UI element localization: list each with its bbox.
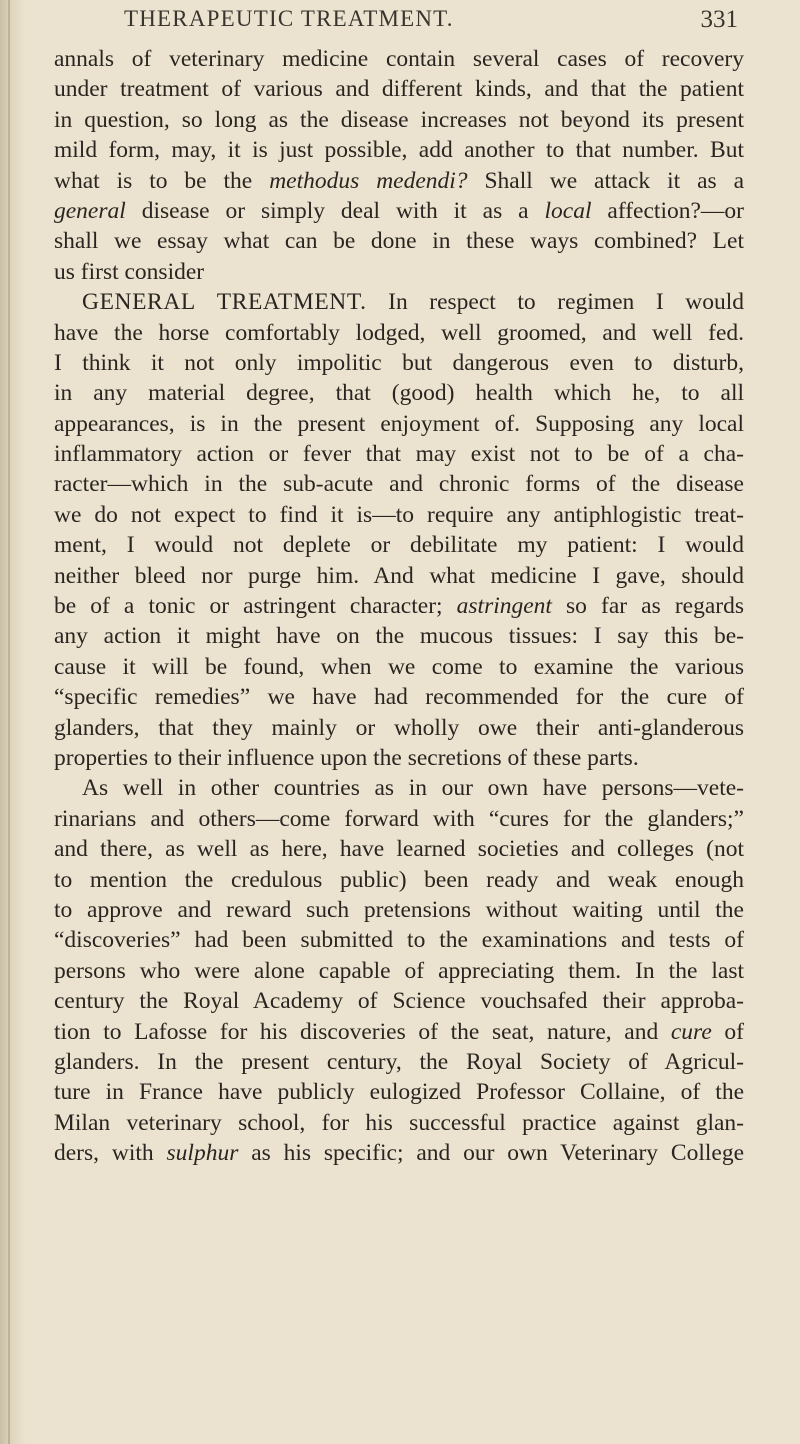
text-line (54, 166, 744, 196)
page-gutter (0, 0, 26, 1444)
text-line (54, 409, 744, 439)
text-segment: As well in other countries as in our own have persons—vete- (82, 775, 744, 802)
text-segment: shall we essay what can be done in these ways combined? Let (54, 228, 744, 255)
text-segment: properties to their influence upon the secretions of these parts. (54, 744, 639, 771)
text-segment: “specific remedies” we have had recommended for the cure of (54, 684, 744, 711)
text-line (54, 986, 744, 1016)
text-line (54, 439, 744, 469)
text-segment: appearances, is in the present enjoyment of. Supposing any local (54, 410, 744, 437)
text-line (54, 105, 744, 135)
text-line (54, 500, 744, 530)
text-segment: have the horse comfortably lodged, well groomed, and well fed. (54, 319, 744, 346)
text-segment: annals of veterinary medicine contain several cases of recovery (54, 46, 744, 72)
text-segment: Milan veterinary school, for his successful practice against glan- (54, 1109, 744, 1136)
text-line (54, 44, 744, 74)
text-segment: of (711, 1018, 744, 1045)
text-line (54, 621, 744, 651)
text-segment: affection?—or (591, 197, 744, 224)
text-segment: cause it will be found, when we come to examine the various (54, 653, 744, 680)
italic-text: general (54, 197, 126, 224)
text-line (54, 74, 744, 104)
text-segment: inflammatory action or fever that may exist not to be of a cha- (54, 441, 744, 468)
running-head: THERAPEUTIC TREATMENT. (124, 6, 454, 31)
text-segment: so far as regards (551, 593, 745, 620)
section-heading: GENERAL TREATMENT. (82, 289, 367, 316)
text-segment: I think it not only impolitic but dangerous even to disturb, (54, 349, 744, 376)
text-line (54, 318, 744, 348)
text-segment: century the Royal Academy of Science vouchsafed their approba- (54, 988, 744, 1015)
italic-text: astringent (456, 593, 552, 620)
text-segment: glanders. In the present century, the Royal Society of Agricul- (54, 1048, 744, 1075)
text-segment: ders, with (54, 1140, 167, 1167)
text-line (54, 1138, 744, 1168)
text-segment: to approve and reward such pretensions without waiting until the (54, 896, 744, 923)
text-line (54, 469, 744, 499)
text-segment: under treatment of various and different kinds, and that the patient (54, 76, 744, 103)
text-line (54, 895, 744, 925)
page-header (124, 6, 738, 40)
text-segment: to mention the credulous public) been ready and weak enough (54, 866, 744, 893)
text-line (54, 378, 744, 408)
text-line (54, 956, 744, 986)
text-line (54, 834, 744, 864)
text-line (54, 591, 744, 621)
text-line (54, 743, 744, 773)
text-segment: and there, as well as here, have learned societies and colleges (not (54, 836, 744, 863)
italic-text: methodus medendi? (269, 167, 468, 194)
italic-text: local (544, 197, 592, 224)
text-segment: mild form, may, it is just possible, add another to that number. But (54, 137, 744, 164)
text-line (54, 1047, 744, 1077)
text-line (54, 1077, 744, 1107)
text-segment: what is to be the (54, 167, 270, 194)
text-line (54, 1108, 744, 1138)
text-line (54, 865, 744, 895)
body-text (54, 44, 744, 1168)
gutter-line (8, 0, 10, 1444)
text-segment: rinarians and others—come forward with “cures for the glanders;” (54, 805, 744, 832)
text-line (54, 773, 744, 803)
text-segment: any action it might have on the mucous tissues: I say this be- (54, 623, 744, 650)
text-segment: in question, so long as the disease increases not beyond its present (54, 106, 744, 133)
text-line (54, 682, 744, 712)
text-line (54, 713, 744, 743)
text-segment: in any material degree, that (good) health which he, to all (54, 380, 744, 407)
text-segment: ture in France have publicly eulogized Professor Collaine, of the (54, 1079, 744, 1106)
text-segment: “discoveries” had been submitted to the examinations and tests of (54, 927, 744, 954)
text-segment: be of a tonic or astringent character; (54, 593, 457, 620)
text-segment: as his specific; and our own Veterinary College (238, 1140, 744, 1167)
text-line (54, 257, 744, 287)
italic-text: sulphur (166, 1140, 239, 1167)
text-segment: neither bleed nor purge him. And what medicine I gave, should (54, 562, 744, 589)
italic-text: cure (670, 1018, 712, 1045)
text-segment: tion to Lafosse for his discoveries of the seat, nature, and (54, 1018, 671, 1045)
text-line (54, 804, 744, 834)
text-segment: persons who were alone capable of appreciating them. In the last (54, 957, 744, 984)
text-line (54, 1017, 744, 1047)
text-line (54, 348, 744, 378)
page-number: 331 (700, 6, 738, 33)
text-segment: us first consider (54, 258, 205, 285)
text-segment: In respect to regimen I would (366, 289, 744, 316)
text-segment: disease or simply deal with it as a (125, 197, 545, 224)
text-segment: glanders, that they mainly or wholly owe their anti-glanderous (54, 714, 744, 741)
text-line (54, 196, 744, 226)
text-line (54, 287, 744, 317)
text-line (54, 530, 744, 560)
text-line (54, 652, 744, 682)
text-line (54, 226, 744, 256)
text-segment: we do not expect to find it is—to require any antiphlogistic treat- (54, 501, 744, 528)
text-segment: Shall we attack it as a (467, 167, 745, 194)
text-line (54, 561, 744, 591)
text-line (54, 925, 744, 955)
text-segment: ment, I would not deplete or debilitate my patient: I would (54, 532, 744, 559)
text-line (54, 135, 744, 165)
text-segment: racter—which in the sub-acute and chronic forms of the disease (54, 471, 744, 498)
